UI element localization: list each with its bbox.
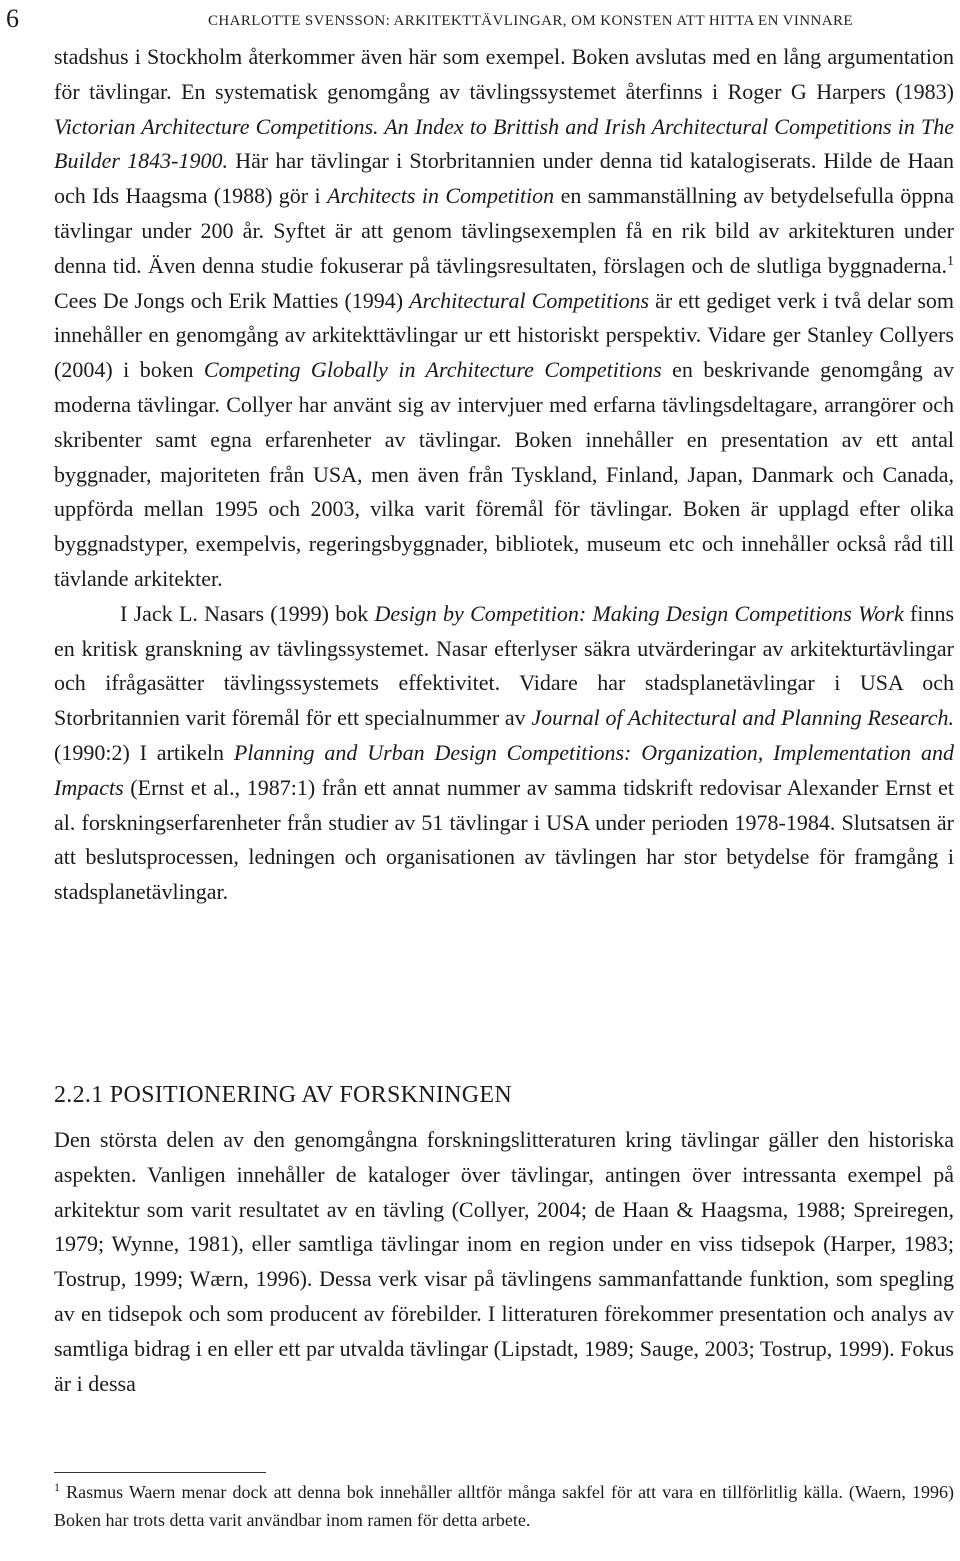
paragraph-text: är ett gediget verk i två delar som innehåller en genomgång av arkitekttävlingar ur ett historiskt perspektiv. Vidare ger Stanley Collyers (2004) i boken	[54, 287, 954, 383]
book-title: Architectural Competitions	[409, 287, 650, 313]
page-number: 6	[6, 4, 19, 33]
section-paragraph: Den största delen av den genomgångna forskningslitteraturen kring tävlingar gäller den historiska aspekten. Vanligen innehåller de kataloger över tävlingar, antingen över intressanta exempel på arkitektur som varit resultatet av en tävling (Collyer, 2004; de Haan & Haagsma, 1988; Spreiregen, 1979; Wynne, 1981), eller samtliga tävlingar inom en region under en viss tidsepok (Harper, 1983; Tostrup, 1999; Wærn, 1996). Dessa verk visar på tävlingens sammanfattande funktion, som spegling av en tidsepok och som producent av förebilder. I litteraturen förekommer presentation och analys av samtliga bidrag i en eller ett par utvalda tävlingar (Lipstadt, 1989; Sauge, 2003; Tostrup, 1999). Fokus är i dessa	[54, 1127, 954, 1396]
paragraph-text: en beskrivande genomgång av moderna tävlingar. Collyer har använt sig av intervjuer med erfarna tävlingsdeltagare, arrangörer och skribenter samt egna erfarenheter av tävlingar. Boken innehåller en presentation av ett antal byggnader, majoriteten från USA, men även från Tyskland, Finland, Japan, Danmark och Canada, uppförda mellan 1995 och 2003, vilka varit föremål för tävlingar. Boken är upplagd efter olika byggnadstyper, exempelvis, regeringsbyggnader, bibliotek, museum etc och innehåller också råd till tävlande arkitekter.	[54, 357, 954, 591]
footnote-marker: 1	[54, 1480, 60, 1494]
paragraph-text: Här har tävlingar i Storbritannien under denna tid katalogiserats. Hilde de Haan och Ids Haagsma (1988) gör i	[54, 148, 954, 209]
paragraph-text: I Jack L. Nasars (1999) bok	[120, 600, 375, 626]
book-title: Victorian Architecture Competitions. An Index to Brittish and Irish Architectural Competitions in The Builder 1843-1900.	[54, 113, 954, 174]
book-title: Design by Competition: Making Design Competitions Work	[374, 600, 904, 626]
journal-title: Journal of Achitectural and Planning Research.	[531, 705, 954, 731]
book-title: Competing Globally in Architecture Competitions	[203, 357, 662, 383]
paragraph-text: Cees De Jongs och Erik Matties (1994)	[54, 287, 410, 313]
paragraph-1	[54, 40, 954, 597]
footnote	[54, 1478, 954, 1534]
paragraph-2	[54, 597, 954, 910]
paragraph-text: (Ernst et al., 1987:1) från ett annat nummer av samma tidskrift redovisar Alexander Ernst et al. forskningserfarenheter från studier av 51 tävlingar i USA under perioden 1978-1984. Slutsatsen är att beslutsprocessen, ledningen och organisationen av tävlingen har stor betydelse för framgång i stadsplanetävlingar.	[54, 774, 954, 905]
paragraph-text: stadshus i Stockholm återkommer även här som exempel. Boken avslutas med en lång argumentation för tävlingar. En systematisk genomgång av tävlingssystemet återfinns i Roger G Harpers (1983)	[54, 44, 954, 104]
paragraph-text: (1990:2) I artikeln	[54, 739, 234, 765]
section-heading: 2.2.1 POSITIONERING AV FORSKNINGEN	[54, 1082, 513, 1108]
book-title: Architects in Competition	[327, 183, 555, 209]
paragraph-text: en sammanställning av betydelsefulla öppna tävlingar under 200 år. Syftet är att genom tävlingsexemplen få en rik bild av arkitekturen under denna tid. Även denna studie fokuserar på tävlingsresultaten, förslagen och de slutliga byggnaderna.	[54, 183, 955, 278]
article-title: Planning and Urban Design Competitions: Organization, Implementation and Impacts	[54, 739, 954, 800]
paragraph-text: finns en kritisk granskning av tävlingssystemet. Nasar efterlyser säkra utvärderingar av arkitekturtävlingar och ifrågasätter tävlingssystemets effektivitet. Vidare har stadsplanetävlingar i USA och Storbritannien varit föremål för ett specialnummer av	[54, 600, 955, 731]
footnote-text: Rasmus Waern menar dock att denna bok innehåller alltför många sakfel för att vara en tillförlitlig källa. (Waern, 1996) Boken har trots detta varit användbar inom ramen för detta arbete.	[54, 1482, 954, 1530]
section-text	[54, 1123, 954, 1401]
body-text	[54, 40, 954, 910]
footnote-divider	[54, 1472, 266, 1473]
footnote-reference: 1	[947, 253, 954, 269]
running-header: CHARLOTTE SVENSSON: ARKITEKTTÄVLINGAR, OM KONSTEN ATT HITTA EN VINNARE	[208, 13, 853, 29]
